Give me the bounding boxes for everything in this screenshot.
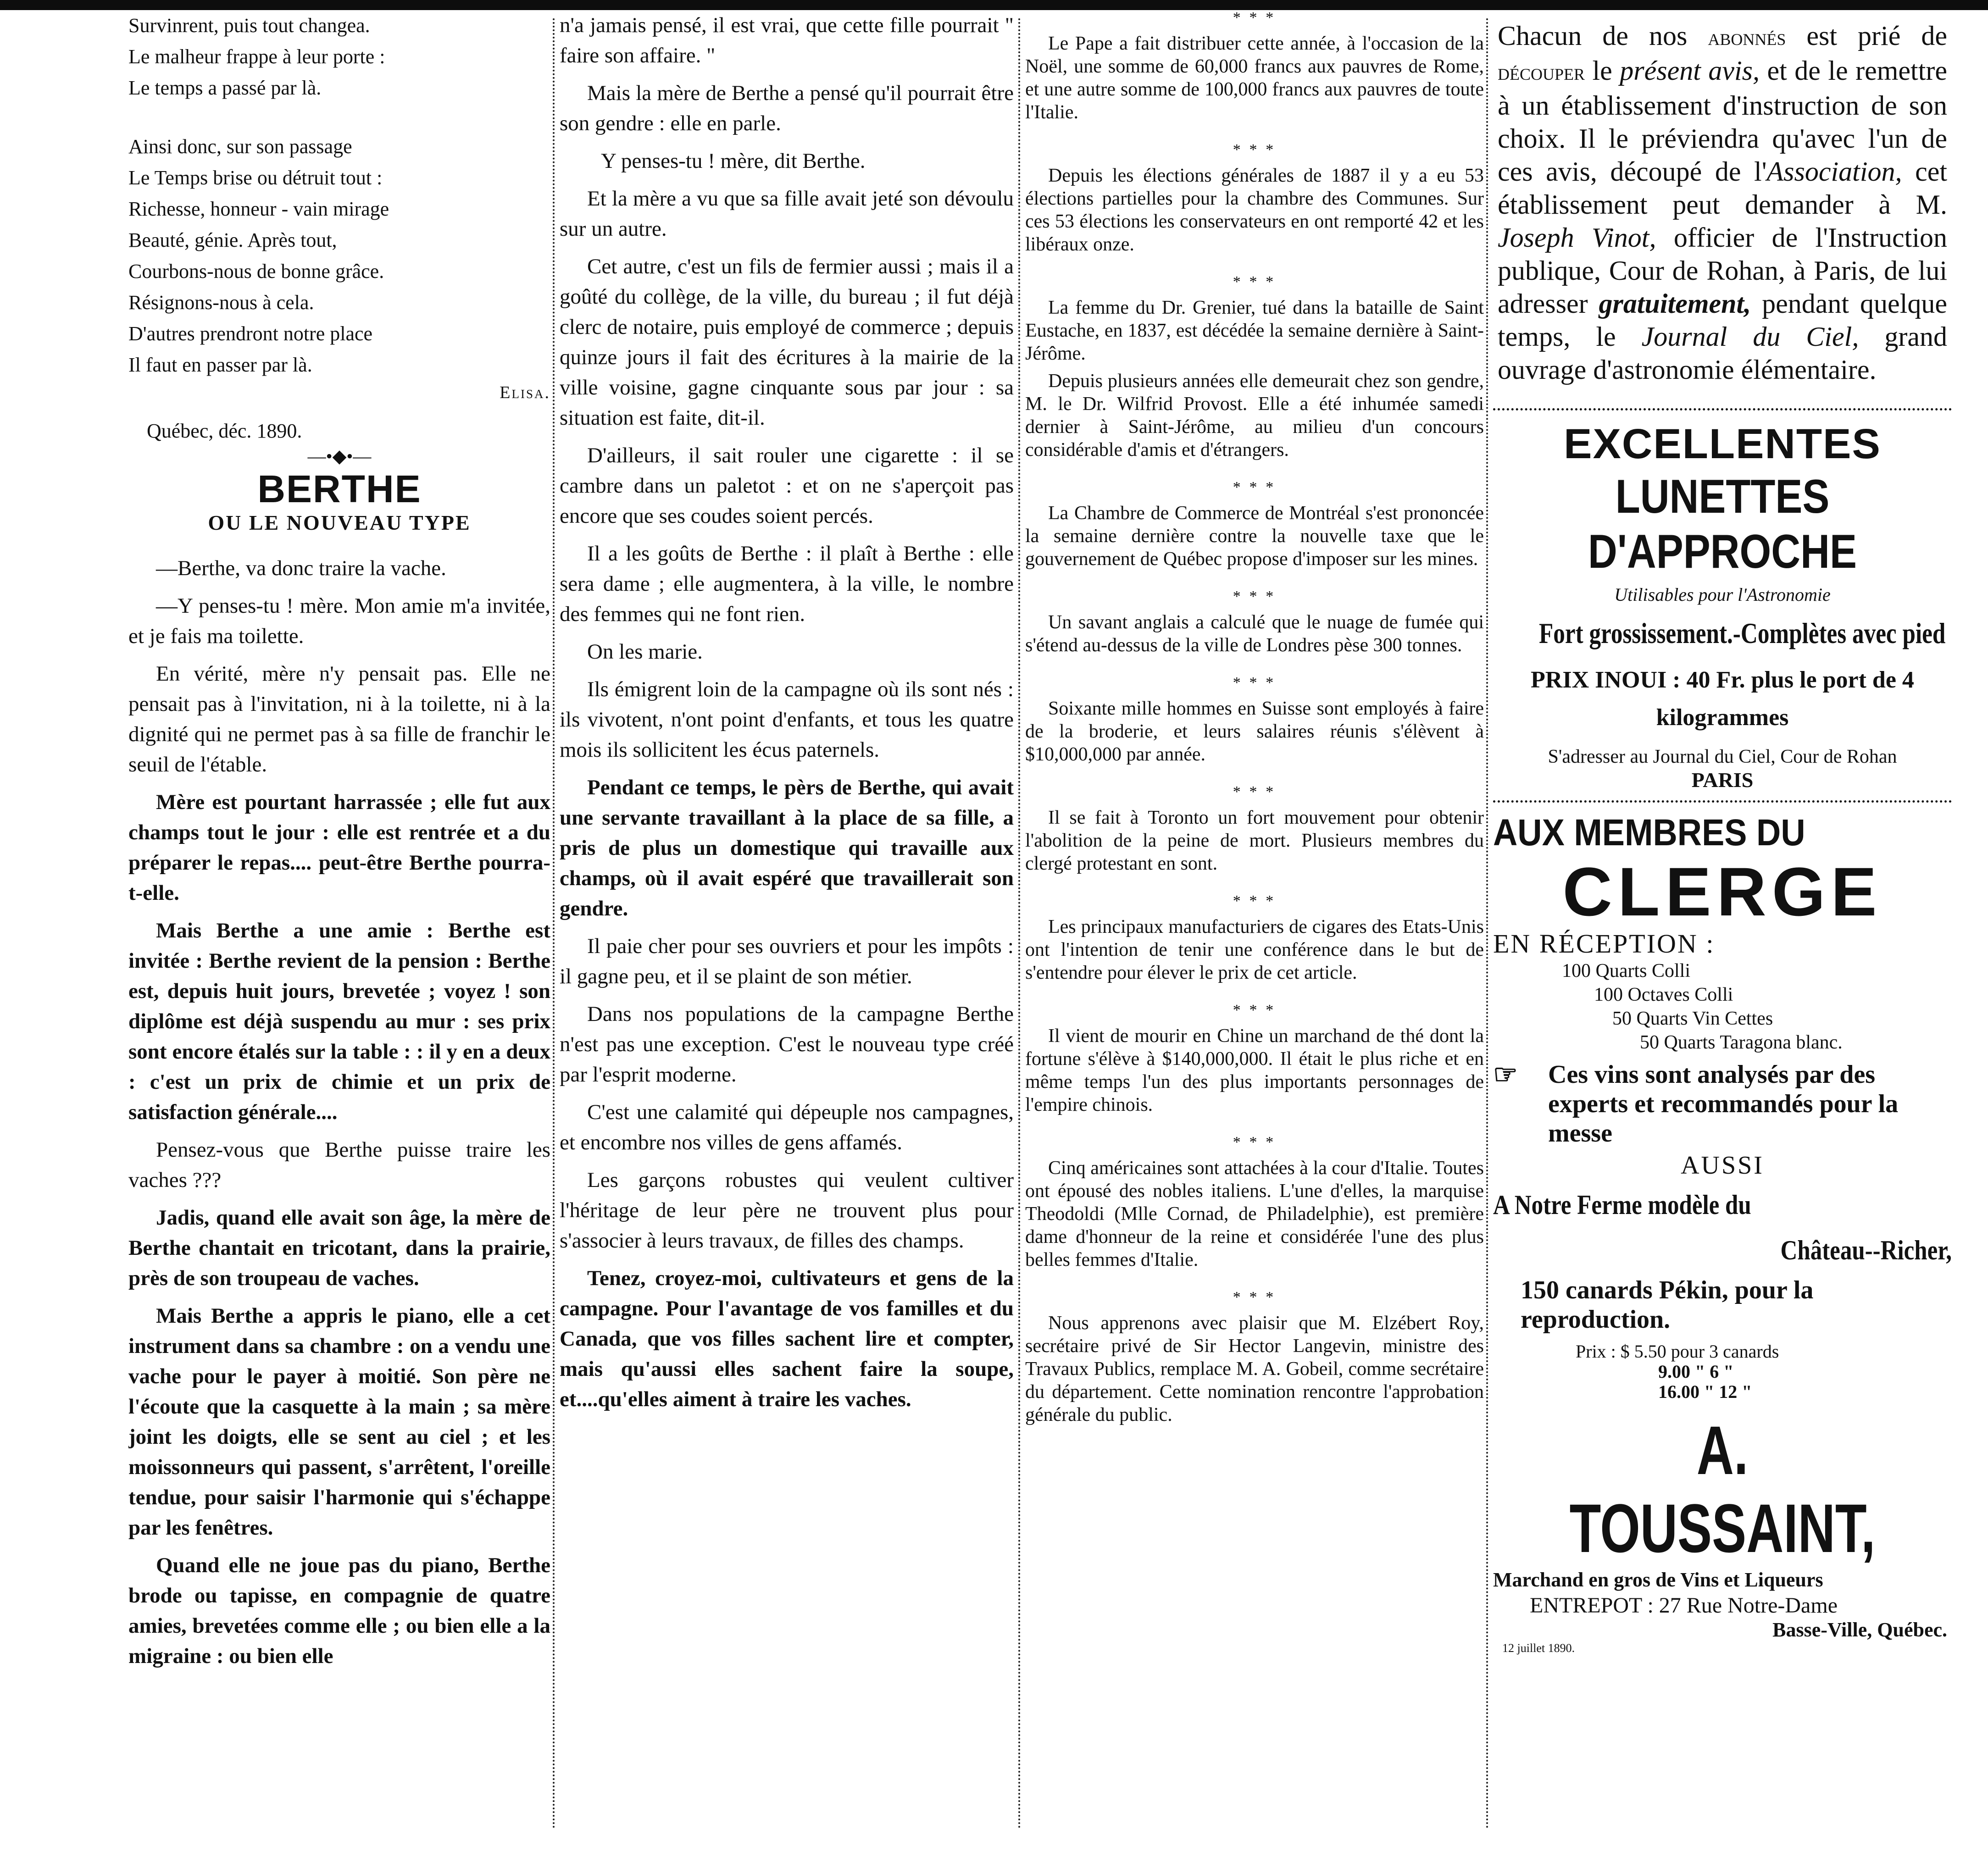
section-divider [1493,800,1952,803]
paragraph: Quand elle ne joue pas du piano, Berthe brode ou tapisse, en compagnie de quatre amies, brevetées comme elle ; ou bien elle a la migraine : ou bien elle [128,1553,550,1668]
news-item [1025,589,1484,657]
news-item [1025,784,1484,875]
ad-city: PARIS [1691,768,1754,792]
news-item [1025,274,1484,461]
column-rule [553,18,555,1830]
paragraph: On les marie. [587,640,703,664]
ad-headline: EXCELLENTES [1564,421,1881,467]
news-text: Un savant anglais a calculé que le nuage de fumée qui s'étend au-dessus de la ville de Londres pèse 300 tonnes. [1025,612,1484,656]
paragraph: —Y penses-tu ! mère. Mon amie m'a invitée, et je fais ma toilette. [128,594,550,648]
news-item [1025,1135,1484,1271]
asterism-divider: * * * [1233,674,1277,691]
paragraph: Y penses-tu ! mère, dit Berthe. [601,149,866,173]
price-row: Prix : $ 5.50 pour 3 canards [1576,1341,1779,1362]
story-text-col1 [128,553,550,1671]
asterism-divider: * * * [1233,783,1277,800]
news-item [1025,10,1484,124]
news-text: Nous apprenons avec plaisir que M. Elzébert Roy, secrétaire privé de Sir Hector Langevin, ministre des Travaux Publics, remplace M. A. Gobeil, comme secrétaire du département. Cette nomination rencontre l'approbation générale du public. [1025,1313,1484,1425]
paragraph: Jadis, quand elle avait son âge, la mère de Berthe chantait en tricotant, dans la prairie, près de son troupeau de vaches. [128,1206,550,1290]
asterism-divider: * * * [1233,10,1277,26]
ad-headline: AUX MEMBRES DU [1493,812,1805,854]
column-rule [1018,18,1020,1830]
paragraph: Pendant ce temps, le pèrs de Berthe, qui avait une servante travaillant à la place de sa fille, a pris de plus un domestique qui travaille aux champs, où il avait espéré que travaillerait son gendre. [560,776,1014,920]
news-item [1025,1003,1484,1116]
paragraph: Il a les goûts de Berthe : il plaît à Berthe : elle sera dame ; elle augmentera, à la ville, le nombre des femmes qui ne font rien. [560,542,1014,626]
price-list [1493,1341,1952,1402]
column-4 [1493,10,1952,1849]
subscriber-notice: Chacun de nos abonnés est prié de découper le présent avis, et de le remettre à un établissement d'instruction de son choix. Il le préviendra qu'avec l'un de ces avis, découpé de l'Association, cet établissement peut demander à M. Joseph Vinot, officier de l'Instruction publique, Cour de Rohan, à Paris, de lui adresser gratuitement, pendant quelque temps, le Journal du Ciel, grand ouvrage d'astronomie élémentaire. [1498,21,1948,385]
poem-stanza-1 [128,10,550,104]
poem-line: Il faut en passer par là. [128,354,312,376]
paragraph: En vérité, mère n'y pensait pas. Elle ne pensait pas à l'invitation, ni à la toilette, ni à la dignité qui ne permet pas à sa fille de franchir le seuil de l'étable. [128,662,550,776]
news-text: La Chambre de Commerce de Montréal s'est prononcée la semaine dernière contre la nouvelle taxe que le gouvernement de Québec propose d'imposer sur les mines. [1025,503,1484,570]
paragraph: Dans nos populations de la campagne Berthe n'est pas une exception. C'est le nouveau type créé par l'esprit moderne. [560,1002,1014,1086]
ad-farm: A Notre Ferme modèle du [1493,1190,1751,1220]
news-text: La femme du Dr. Grenier, tué dans la bataille de Saint Eustache, en 1837, est décédée la semaine dernière à Saint-Jérôme. [1025,297,1484,364]
ad-subhead: EN RÉCEPTION : [1493,929,1715,959]
wine-item: 50 Quarts Vin Cettes [1612,1008,1773,1029]
paragraph: Mère est pourtant harrassée ; elle fut aux champs tout le jour : elle est rentrée et a du préparer le repas.... peut-être Berthe pourra-t-elle. [128,790,550,905]
price-row: 9.00 " 6 " [1658,1361,1734,1382]
news-text: Depuis plusieurs années elle demeurait chez son gendre, M. le Dr. Wilfrid Provost. Elle a été inhumée samedi dernier à Saint-Jérôme, au milieu d'un concours considérable d'amis et d'étrangers. [1025,371,1484,460]
asterism-divider: * * * [1233,892,1277,909]
asterism-divider: * * * [1233,479,1277,496]
news-briefs [1025,10,1484,1426]
pointing-hand-icon: ☞ [1493,1059,1518,1090]
wine-item: 100 Octaves Colli [1594,984,1733,1005]
ad-lunettes [1493,419,1952,792]
column-1 [128,10,550,1849]
paragraph: Mais Berthe a une amie : Berthe est invitée : Berthe revient de la pension : Berthe est, depuis huit jours, brevetée ; voyez ! son diplôme est déjà suspendu au mur : ses prix sont encore étalés sur la table : : il y en a deux : c'est un prix de chimie et un prix de satisfaction générale.... [128,919,550,1124]
poem-line: Le Temps brise ou détruit tout : [128,166,383,189]
poem-signature: Elisa. [500,383,550,402]
wine-item: 50 Quarts Taragona blanc. [1640,1032,1843,1053]
news-text: Il se fait à Toronto un fort mouvement pour obtenir l'abolition de la peine de mort. Plusieurs membres du clergé protestant en sont. [1025,807,1484,874]
news-item [1025,480,1484,571]
poem-line: Beauté, génie. Après tout, [128,229,337,251]
news-item [1025,675,1484,766]
news-text: Le Pape a fait distribuer cette année, à l'occasion de la Noël, une somme de 60,000 francs aux pauvres de Rome, et une autre somme de 100,000 francs aux pauvres de toute l'Italie. [1025,33,1484,123]
ad-address: S'adresser au Journal du Ciel, Cour de Rohan [1548,746,1897,767]
story-title: BERTHE [257,467,422,510]
paragraph: n'a jamais pensé, il est vrai, que cette fille pourrait " faire son affaire. " [560,13,1014,67]
ad-tagline: Utilisables pour l'Astronomie [1614,584,1831,605]
news-item [1025,142,1484,256]
column-3 [1025,10,1484,1849]
poem-line: Courbons-nous de bonne grâce. [128,260,384,283]
news-text: Depuis les élections générales de 1887 il y a eu 53 élections partielles pour la chambre des Communes. Sur ces 53 élections les conservateurs en ont remporté 42 et les libéraux onze. [1025,165,1484,255]
paragraph: Les garçons robustes qui veulent cultiver l'héritage de leur père ne trouvent plus pour s'associer à leurs travaux, de filles des champs. [560,1168,1014,1253]
asterism-divider: * * * [1233,273,1277,290]
news-item [1025,1290,1484,1426]
paragraph: C'est une calamité qui dépeuple nos campagnes, et encombre nos villes de gens affamés. [560,1100,1014,1154]
poem-line: Richesse, honneur - vain mirage [128,198,389,220]
paragraph: Et la mère a vu que sa fille avait jeté son dévoulu sur un autre. [560,187,1014,241]
poem-line: Le temps a passé par là. [128,77,322,99]
poem-date: Québec, déc. 1890. [147,420,302,442]
ad-clerge [1493,811,1952,1655]
poem-line: D'autres prendront notre place [128,322,373,345]
ad-feature: Fort grossissement.-Complètes avec pied [1539,617,1946,649]
story-text-col2 [560,10,1014,1414]
news-text: Cinq américaines sont attachées à la cour d'Italie. Toutes ont épousé des nobles italiens. L'une d'elles, la marquise Theodoldi (Mlle Cornad, de Philadelphie), est première dame d'honneur de la reine et considérée l'une des plus belles femmes d'Italie. [1025,1158,1484,1270]
poem-line: Résignons-nous à cela. [128,291,314,314]
asterism-divider: * * * [1233,588,1277,605]
paragraph: Tenez, croyez-moi, cultivateurs et gens de la campagne. Pour l'avantage de vos familles et du Canada, que vos filles sachent lire et compter, mais qu'aussi elles sachent faire la soupe, et....qu'elles aiment à traire les vaches. [560,1266,1014,1411]
price-row: 16.00 " 12 " [1658,1381,1752,1402]
merchant-address: ENTREPOT : 27 Rue Notre-Dame [1530,1593,1838,1618]
poem-line: Le malheur frappe à leur porte : [128,45,385,68]
ad-headline: LUNETTES D'APPROCHE [1588,470,1857,578]
news-text: Il vient de mourir en Chine un marchand de thé dont la fortune s'élève à $140,000,000. Il était le plus riche et en même temps l'un des plus importants personnages de l'empire chinois. [1025,1026,1484,1115]
merchant-name: A. TOUSSAINT, [1569,1412,1876,1567]
paragraph: Cet autre, c'est un fils de fermier aussi ; mais il a goûté du collège, de la ville, du bureau ; il fut déjà clerc de notaire, puis employé de commerce ; depuis quinze jours il fait des écritures à la mairie de la ville voisine, gagne cinquante sous par jour : sa situation est faite, dit-il. [560,255,1014,430]
paragraph: Mais Berthe a appris le piano, elle a cet instrument dans sa chambre : on a vendu une vache pour le payer à moitié. Son père ne l'écoute que la casquette à la main ; sa mère joint les doigts, elle se sent au ciel ; et les moissonneurs qui passent, s'arrêtent, l'oreille tendue, pour saisir l'harmonie qui s'échappe par les fenêtres. [128,1304,550,1540]
news-item [1025,893,1484,984]
scan-top-border [0,0,1988,10]
ad-ducks: 150 canards Pékin, pour la reproduction. [1521,1276,1814,1334]
poem-line: Survinrent, puis tout changea. [128,14,370,37]
story-subtitle: OU LE NOUVEAU TYPE [208,511,471,534]
ad-headline: CLERGE [1562,853,1882,930]
column-rule [1486,18,1488,1830]
merchant-trade: Marchand en gros de Vins et Liqueurs [1493,1569,1823,1591]
column-2 [560,10,1014,1849]
ad-place: Château--Richer, [1780,1235,1952,1265]
paragraph: Il paie cher pour ses ouvriers et pour les impôts : il gagne peu, et il se plaint de son métier. [560,934,1014,988]
ad-text: Ces vins sont analysés par des experts et recommandés pour la messe [1548,1060,1899,1147]
wine-item: 100 Quarts Colli [1562,960,1690,981]
news-text: Les principaux manufacturiers de cigares des Etats-Unis ont l'intention de tenir une conférence dans le but de s'entendre pour élever le prix de cet article. [1025,916,1484,983]
news-text: Soixante mille hommes en Suisse sont employés à faire de la broderie, et leurs salaires réunis s'élèvent à $10,000,000 par année. [1025,698,1484,765]
paragraph: Mais la mère de Berthe a pensé qu'il pourrait être son gendre : elle en parle. [560,81,1014,135]
ad-aussi: AUSSI [1681,1151,1764,1180]
asterism-divider: * * * [1233,141,1277,158]
paragraph: Ils émigrent loin de la campagne où ils sont nés : ils vivotent, n'ont point d'enfants, et tous les quatre mois ils sollicitent les écus paternels. [560,677,1014,762]
ad-date: 12 juillet 1890. [1502,1641,1575,1655]
paragraph: D'ailleurs, il sait rouler une cigarette : il se cambre dans un paletot : et on ne s'aperçoit pas encore que ses coudes soient percés. [560,443,1014,528]
asterism-divider: * * * [1233,1002,1277,1019]
poem-stanza-2 [128,131,550,381]
ad-price: PRIX INOUI : 40 Fr. plus le port de 4 kilogrammes [1531,667,1914,731]
paragraph: Pensez-vous que Berthe puisse traire les vaches ??? [128,1138,550,1192]
section-divider [1493,408,1952,410]
ad-wine-note [1493,1060,1952,1148]
merchant-city: Basse-Ville, Québec. [1772,1619,1947,1641]
poem-line: Ainsi donc, sur son passage [128,135,352,158]
ornament-divider: —•◆•— [307,446,372,466]
asterism-divider: * * * [1233,1289,1277,1306]
asterism-divider: * * * [1233,1134,1277,1151]
paragraph: —Berthe, va donc traire la vache. [156,556,446,580]
